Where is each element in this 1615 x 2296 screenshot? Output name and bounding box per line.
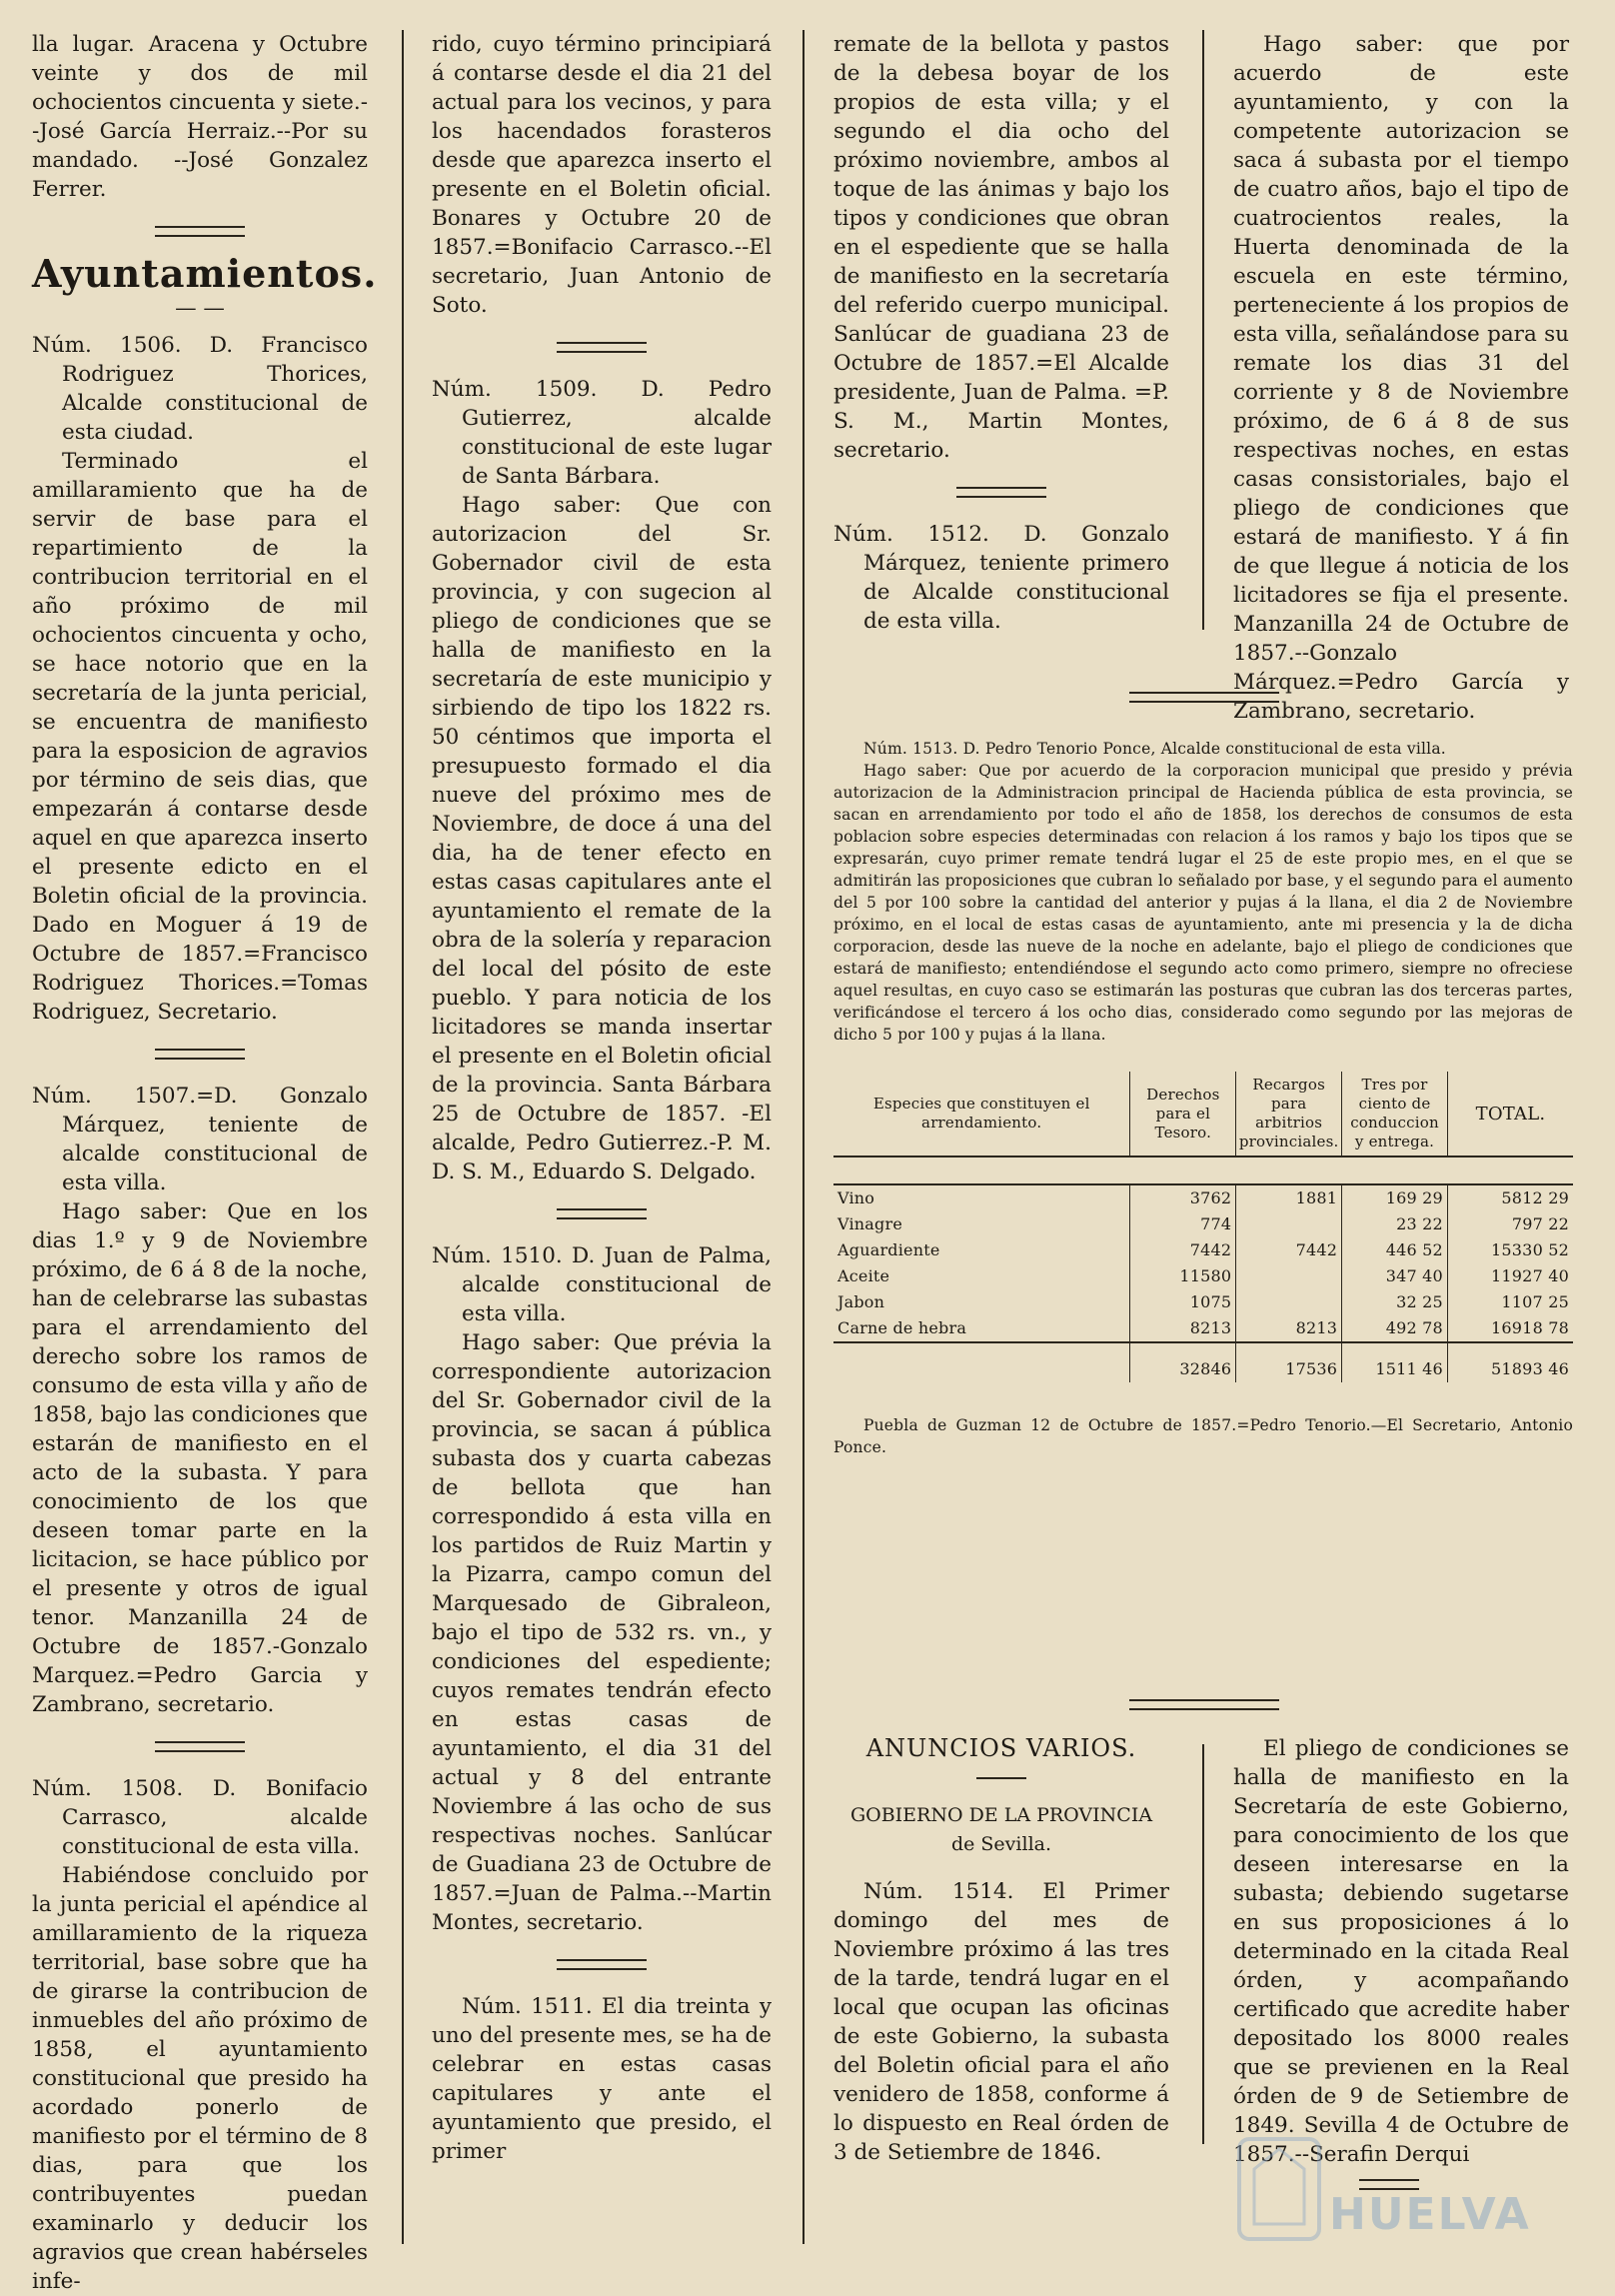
notice-body: Hago saber: Que con autorizacion del Sr. Gobernador civil de esta provincia, y con sugecion al pliego de condiciones que se halla de manifiesto en la secretaría de este municipio y sirbiendo de tipo los 1822 rs. 50 céntimos que importa el presupuesto formado el dia nueve del próximo mes de Noviembre, de doce á una del dia, ha de tener efecto en estas casas capitulares ante el ayuntamiento el remate de la obra de la solería y reparacion del local del pósito de este pueblo. Y para noticia de los licitadores se manda insertar el presente en el Boletin oficial de la provincia. Santa Bárbara 25 de Octubre de 1857. -El alcalde, Pedro Gutierrez.-P. M. D. S. M., Eduardo S. Delgado. (432, 493, 772, 1184)
total-derechos: 32846 (1130, 1342, 1236, 1382)
derechos-cell: 774 (1130, 1211, 1236, 1237)
column-rule (1202, 30, 1204, 630)
notice-heading: Núm. 1507.=D. Gonzalo Márquez, teniente de alcalde constitucional de esta villa. (32, 1084, 368, 1195)
notice-heading: Núm. 1506. D. Francisco Rodriguez Thorices, Alcalde constitucional de esta ciudad. (32, 333, 368, 445)
notice-heading: Núm. 1510. D. Juan de Palma, alcalde constitucional de esta villa. (432, 1243, 772, 1326)
separator (557, 1208, 647, 1219)
notice-closing: Puebla de Guzman 12 de Octubre de 1857.=Pedro Tenorio.—El Secretario, Antonio Ponce. (833, 1416, 1573, 1456)
paragraph: lla lugar. Aracena y Octubre veinte y dos de mil ochocientos cincuenta y siete.--José García Herraiz.--Por su mandado. --José Gonzalez Ferrer. (32, 32, 368, 202)
species-cell: Aguardiente (837, 1240, 940, 1259)
notice-heading: Núm. 1508. D. Bonifacio Carrasco, alcalde constitucional de esta villa. (32, 1776, 368, 1859)
total-cell: 5812 29 (1447, 1184, 1573, 1211)
section-title: Ayuntamientos. (32, 251, 378, 296)
derechos-cell: 11580 (1130, 1263, 1236, 1289)
notice-1513 (833, 738, 1573, 1458)
tres-cell: 446 52 (1342, 1237, 1448, 1263)
notice-body: Hago saber: Que por acuerdo de la corporacion municipal que presido y prévia autorizacion de la Administracion principal de Hacienda pública de esta provincia, se sacan en arrendamiento por todo el año de 1858, los derechos de consumos de esta poblacion sobre especies determinadas con relacion á los ramos y bajo los tipos que se expresarán, cuyo primer remate tendrá lugar el 25 de este propio mes, en el que se admitirán las proposiciones que cubran lo señalado por base, y el segundo para el aumento del 5 por 100 sobre la cantidad del anterior y pujas á la llana, el dia 2 de Noviembre próximo, en el local de estas casas de ayuntamiento, ante mi presencia y la de dicha corporacion, desde las nueve de la noche en adelante, bajo el pliego de condiciones que estará de manifiesto; entendiéndose el segundo acto como primero, siempre no ofreciese aquel resultas, en cuyo caso se estimarán las posturas que cubran las dos terceras partes, verificándose el tercero á los ocho dias, considerado como segundo por las mejoras de dicho 5 por 100 y pujas á la llana. (833, 762, 1573, 1044)
species-cell: Carne de hebra (837, 1318, 967, 1337)
gobierno-subtitle: de Sevilla. (950, 1833, 1052, 1855)
column-3 (833, 30, 1169, 636)
derechos-cell: 1075 (1130, 1289, 1236, 1315)
tres-cell: 347 40 (1342, 1263, 1448, 1289)
derechos-cell: 3762 (1130, 1184, 1236, 1211)
notice-heading: Núm. 1512. D. Gonzalo Márquez, teniente primero de Alcalde constitucional de esta villa. (833, 522, 1169, 634)
watermark-text: HUELVA (1329, 2189, 1531, 2240)
table-body (833, 1184, 1573, 1342)
anuncios-title: ANUNCIOS VARIOS. (865, 1734, 1137, 1762)
tariff-table (833, 1072, 1573, 1382)
separator (976, 1777, 1026, 1779)
total-cell: 1107 25 (1447, 1289, 1573, 1315)
recargos-cell (1236, 1289, 1342, 1315)
anuncios-column (833, 1734, 1169, 2167)
total-cell: 15330 52 (1447, 1237, 1573, 1263)
derechos-cell: 8213 (1130, 1315, 1236, 1342)
notice-body: Núm. 1514. El Primer domingo del mes de Noviembre próximo á las tres de la tarde, tendrá lugar en el local que ocupan las oficinas de este Gobierno, la subasta del Boletin oficial para el año venidero de 1858, conforme á lo dispuesto en Real órden de 3 de Setiembre de 1846. (833, 1879, 1169, 2165)
table-header: Recargos para arbitrios provinciales. (1236, 1072, 1342, 1156)
column-2 (432, 30, 772, 2166)
table-row (833, 1263, 1573, 1289)
notice-body: Hago saber: Que prévia la correspondiente autorizacion del Sr. Gobernador civil de la provincia, se sacan á pública subasta dos y cuarta cabezas de bellota que han correspondido á esta villa en los partidos de Ruiz Martin y la Pizarra, campo comun del Marquesado de Gibraleon, bajo el tipo de 532 rs. vn., y condiciones del espediente; cuyos remates tendrán efecto en estas casas de ayuntamiento, el dia 31 del actual y 8 del entrante Noviembre á las ocho de sus respectivas noches. Sanlúcar de Guadiana 23 de Octubre de 1857.=Juan de Palma.--Martin Montes, secretario. (432, 1330, 772, 1935)
recargos-cell: 8213 (1236, 1315, 1342, 1342)
notice-heading: Núm. 1509. D. Pedro Gutierrez, alcalde constitucional de este lugar de Santa Bárbara. (432, 377, 772, 489)
tres-cell: 169 29 (1342, 1184, 1448, 1211)
total-cell: 11927 40 (1447, 1263, 1573, 1289)
gobierno-title: GOBIERNO DE LA PROVINCIA (849, 1804, 1153, 1826)
table-header: Tres por ciento de conduccion y entrega. (1342, 1072, 1448, 1156)
separator (1129, 692, 1279, 703)
notice-body: Habiéndose concluido por la junta pericial el apéndice al amillaramiento de la riqueza territorial, base sobre que ha de girarse la contribucion de inmuebles del año próximo de 1858, el ayuntamiento constitucional que presido ha acordado ponerlo de manifiesto por el término de 8 dias, para que los contribuyentes puedan examinarlo y deducir los agravios que crean habérseles infe- (32, 1863, 368, 2294)
paragraph: Hago saber: que por acuerdo de este ayuntamiento, y con la competente autorizacion se saca á subasta por el tiempo de cuatro años, bajo el tipo de cuatrocientos reales, la Huerta denominada de la escuela en este término, perteneciente á los propios de esta villa, señalándose para su remate los dias 31 del corriente y 8 de Noviembre próximo, de 6 á 8 de sus respectivas noches, en estas casas consistoriales, bajo el pliego de condiciones que estará de manifiesto. Y á fin de que llegue á noticia de los licitadores se fija el presente. Manzanilla 24 de Octubre de 1857.--Gonzalo Márquez.=Pedro García y Zambrano, secretario. (1233, 32, 1569, 724)
table-row (833, 1184, 1573, 1211)
paragraph: remate de la bellota y pastos de la debesa boyar de los propios de esta villa; y el segundo el dia ocho del próximo noviembre, ambos al toque de las ánimas y bajo los tipos y condiciones que obran en el espediente que se halla de manifiesto en la secretaría del referido cuerpo municipal. Sanlúcar de guadiana 23 de Octubre de 1857.=El Alcalde presidente, Juan de Palma. =P. S. M., Martin Montes, secretario. (833, 32, 1169, 463)
separator (557, 342, 647, 353)
separator (557, 1959, 647, 1970)
table-row (833, 1237, 1573, 1263)
column-rule (1202, 1744, 1204, 2144)
column-4 (1233, 30, 1569, 726)
notice-body: Terminado el amillaramiento que ha de servir de base para el repartimiento de la contribucion territorial en el año próximo de mil ochocientos cincuenta y ocho, se hace notorio que en la secretaría de la junta pericial, se encuentra de manifiesto para la esposicion de agravios por término de seis dias, que empezarán á contarse desde aquel en que aparezca inserto el presente edicto en el Boletin oficial de la provincia. Dado en Moguer á 19 de Octubre de 1857.=Francisco Rodriguez Thorices.=Tomas Rodriguez, Secretario. (32, 449, 368, 1025)
separator (1129, 1699, 1279, 1710)
column-rule (803, 30, 805, 2244)
recargos-cell (1236, 1211, 1342, 1237)
table-header: TOTAL. (1447, 1072, 1573, 1156)
table-row (833, 1289, 1573, 1315)
table-row (833, 1211, 1573, 1237)
table-total-row (833, 1342, 1573, 1382)
total-tres: 1511 46 (1342, 1342, 1448, 1382)
table-row (833, 1315, 1573, 1342)
derechos-cell: 7442 (1130, 1237, 1236, 1263)
separator (155, 1741, 245, 1752)
recargos-cell (1236, 1263, 1342, 1289)
separator (155, 226, 245, 237)
species-cell: Vinagre (837, 1214, 902, 1233)
species-cell: Jabon (837, 1292, 885, 1311)
total-cell: 16918 78 (1447, 1315, 1573, 1342)
table-header: Especies que constituyen el arrendamiento. (833, 1072, 1130, 1156)
total-total: 51893 46 (1447, 1342, 1573, 1382)
recargos-cell: 7442 (1236, 1237, 1342, 1263)
notice-body: Hago saber: Que en los dias 1.º y 9 de Noviembre próximo, de 6 á 8 de la noche, han de celebrarse las subastas para el arrendamiento del derecho sobre los ramos de consumo de esta villa y año de 1858, bajo las condiciones que estarán de manifiesto en el acto de la subasta. Y para conocimiento de los que deseen tomar parte en la licitacion, se hace público por el presente y otros de igual tenor. Manzanilla 24 de Octubre de 1857.-Gonzalo Marquez.=Pedro Garcia y Zambrano, secretario. (32, 1199, 368, 1717)
tres-cell: 492 78 (1342, 1315, 1448, 1342)
separator: — — (175, 296, 225, 321)
notice-body: Núm. 1511. El dia treinta y uno del presente mes, se ha de celebrar en estas casas capitulares y ante el ayuntamiento que presido, el primer (432, 1994, 772, 2164)
total-recargos: 17536 (1236, 1342, 1342, 1382)
separator (155, 1049, 245, 1060)
separator (956, 487, 1046, 498)
tres-cell: 23 22 (1342, 1211, 1448, 1237)
paragraph: rido, cuyo término principiará á contarse desde el dia 21 del actual para los vecinos, y para los hacendados forasteros desde que aparezca inserto el presente en el Boletin oficial. Bonares y Octubre 20 de 1857.=Bonifacio Carrasco.--El secretario, Juan Antonio de Soto. (432, 32, 772, 318)
recargos-cell: 1881 (1236, 1184, 1342, 1211)
column-rule (402, 30, 404, 2244)
tres-cell: 32 25 (1342, 1289, 1448, 1315)
species-cell: Aceite (837, 1266, 890, 1285)
notice-heading: Núm. 1513. D. Pedro Tenorio Ponce, Alcalde constitucional de esta villa. (863, 740, 1446, 758)
anuncios-column-right (1233, 1734, 1569, 2169)
total-cell: 797 22 (1447, 1211, 1573, 1237)
species-cell: Vino (837, 1188, 875, 1207)
column-1 (32, 30, 378, 2296)
notice-body: El pliego de condiciones se halla de manifiesto en la Secretaría de este Gobierno, para conocimiento de los que deseen interesarse en la subasta; debiendo sugetarse en sus proposiciones á lo determinado en la citada Real órden, y acompañando certificado que acredite haber depositado los 8000 reales que se previenen en la Real órden de 9 de Setiembre de 1849. Sevilla 4 de Octubre de 1857.--Serafin Derqui (1233, 1736, 1569, 2167)
table-header: Derechos para el Tesoro. (1130, 1072, 1236, 1156)
